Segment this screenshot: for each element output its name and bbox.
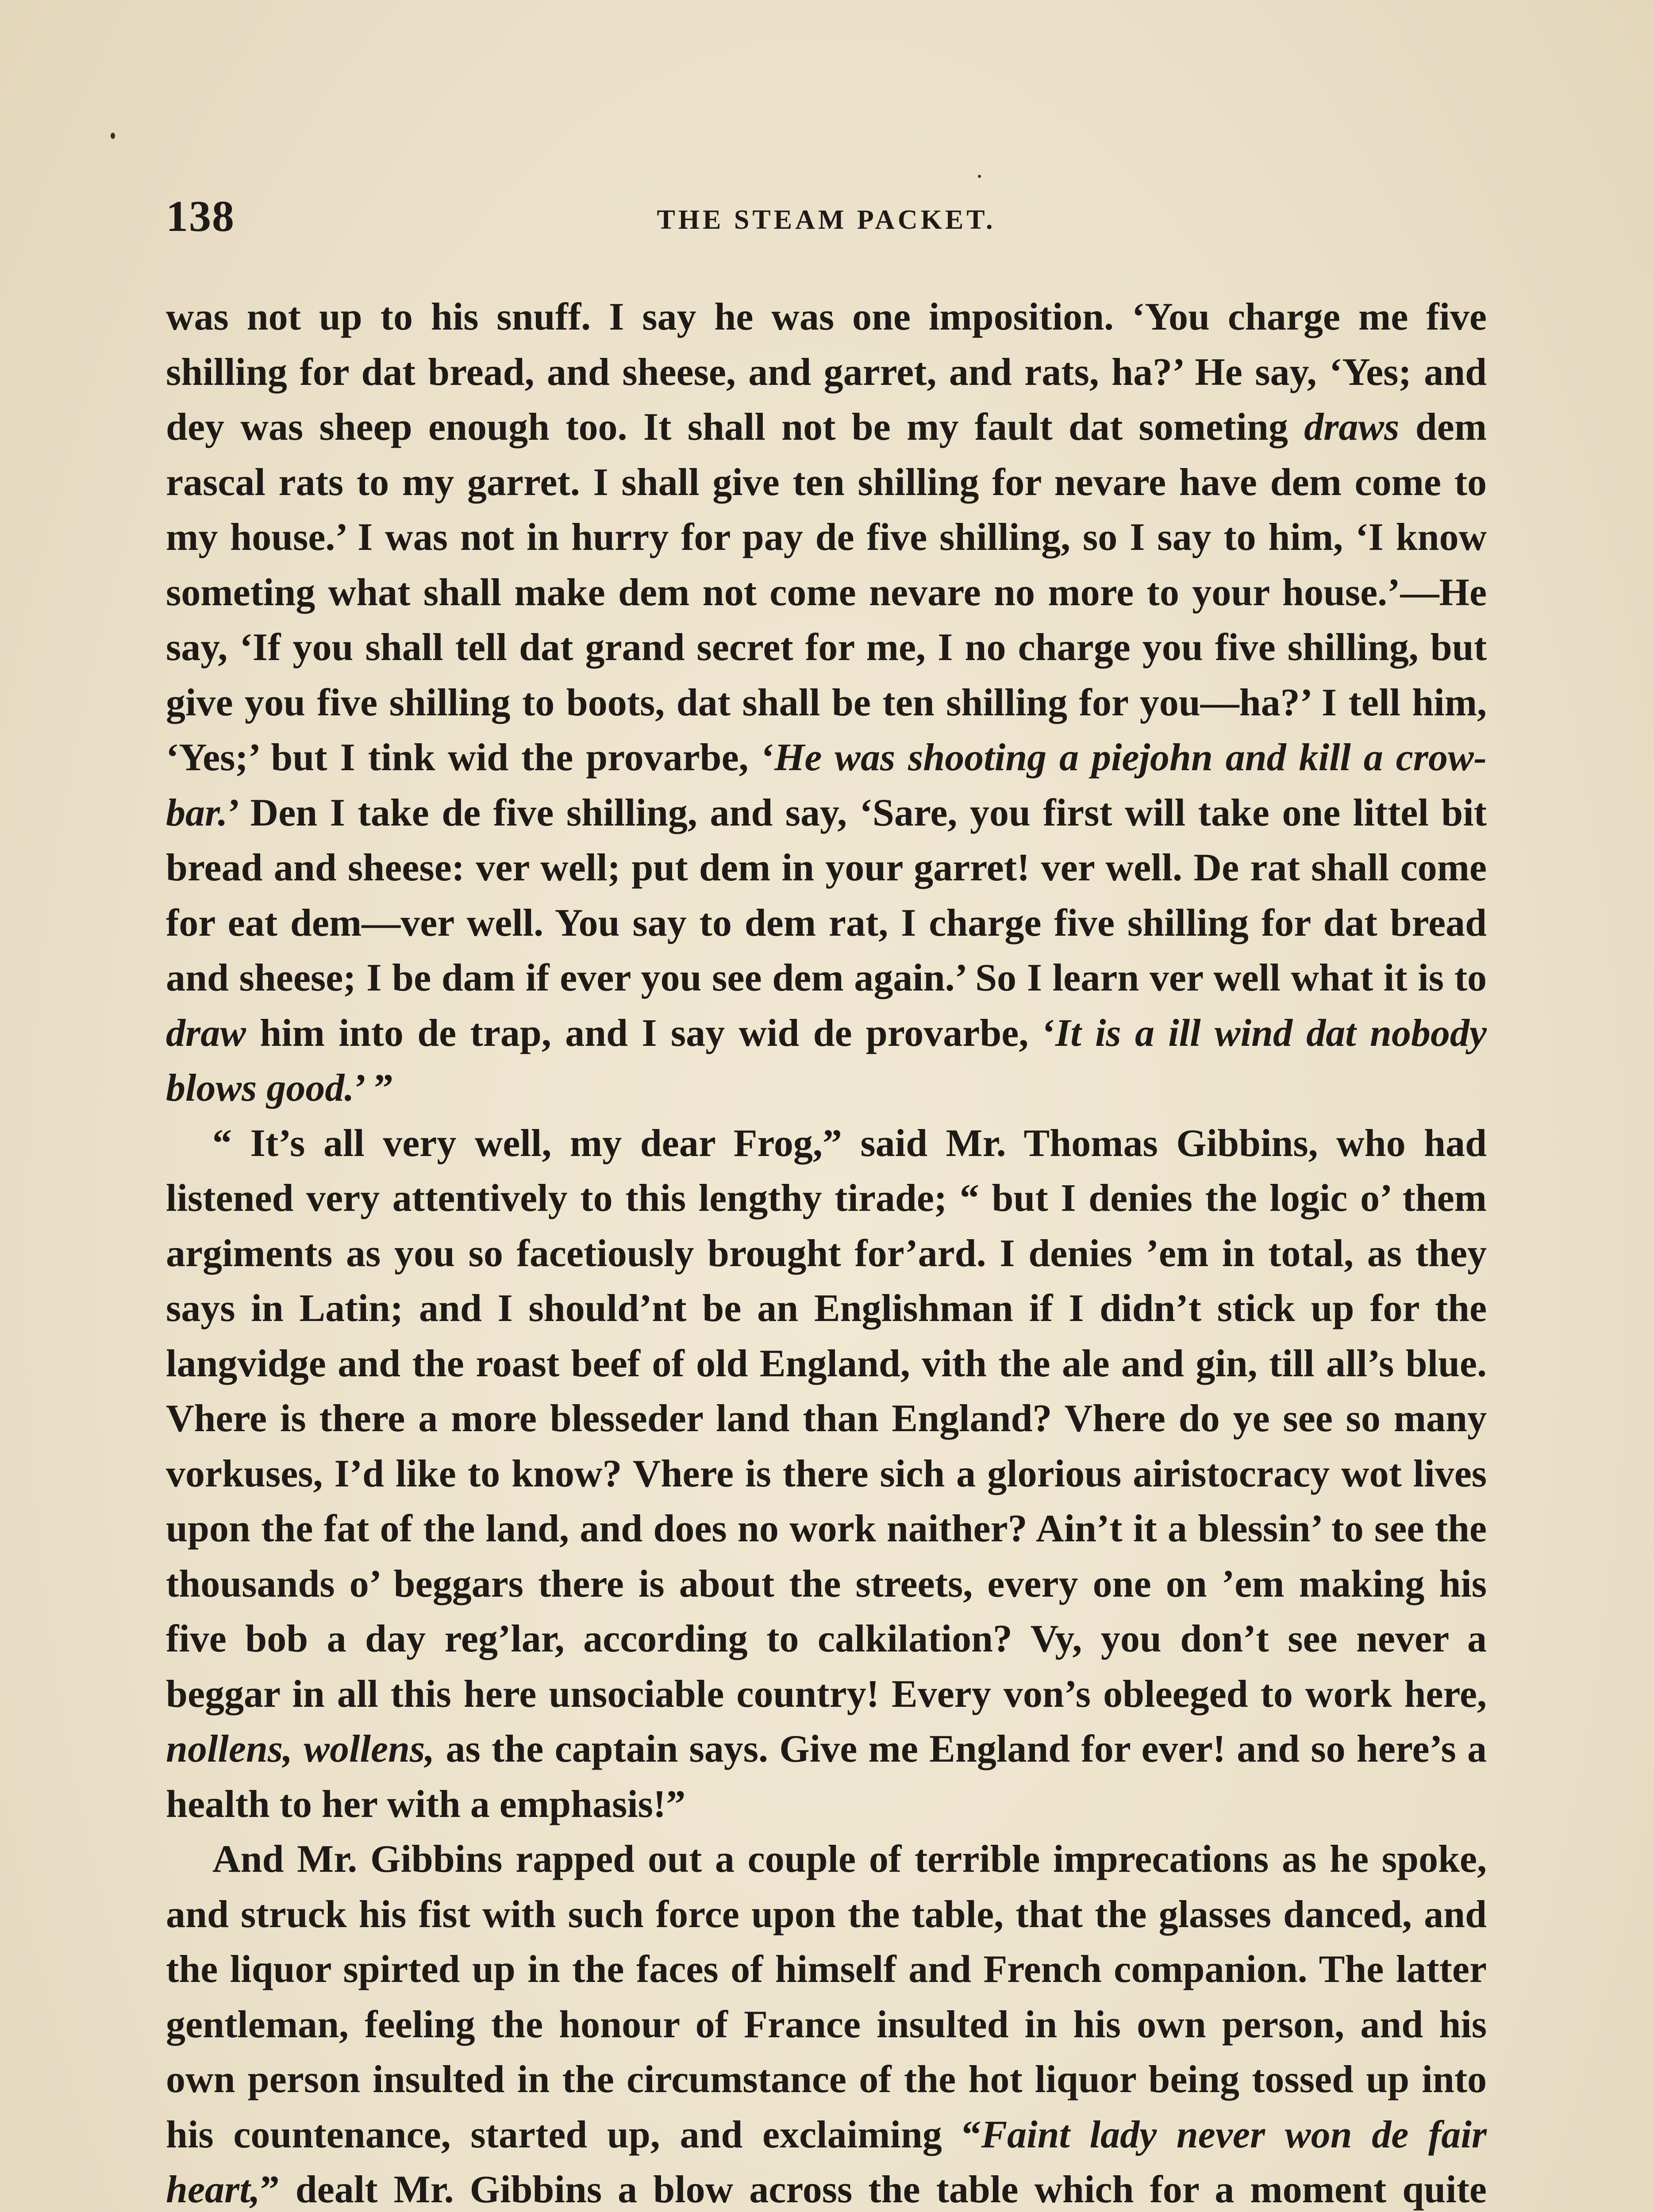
text-run: ’ ” [354,1067,394,1110]
paragraph [166,290,1487,1116]
body-text [166,290,1487,2212]
page-number: 138 [166,192,235,241]
text-run: “ It’s all very well, my dear Frog,” said Mr. Thomas Gibbins, who had listened very attentively to this lengthy tirade; “ but I denies the logic o’ them argiments as you so facetiously brought for’ard. I denies ’em in total, as they says in Latin; and I should’nt be an Englishman if I didn’t stick up for the langvidge and the roast beef of old England, vith the ale and gin, till all’s blue. Vhere is there a more blesseder land than England? Vhere do ye see so many vorkuses, I’d like to know? Vhere is there sich a glorious airistocracy wot lives upon the fat of the land, and does no work naither? Ain’t it a blessin’ to see the thousands o’ beggars there is about the streets, every one on ’em making his five bob a day reg’lar, according to calkilation? Vy, you don’t see never a beggar in all this here unsociable country! Every von’s obleeged to work here, [166,1121,1487,1716]
page-header [166,188,1487,245]
paragraph [166,1116,1487,1832]
text-run: him into de trap, and I say wid de provarbe, ‘ [246,1011,1055,1055]
text-run: ’ Den I take de five shilling, and say, ‘Sare, you first will take one littel bit bread and sheese: ver well; put dem in your garret! ver well. De rat shall come for eat dem—ver well. You say to dem rat, I charge five shilling for dat bread and sheese; I be dam if ever you see dem again.’ So I learn ver well what it is to [166,791,1487,999]
italic-run: Faint lady never won de fair heart, [166,2113,1487,2211]
italic-run: It is a ill wind dat nobody blows good. [166,1011,1487,1110]
paragraph [166,1832,1487,2212]
italic-run: He was shooting a piejohn and kill a crow-bar. [166,736,1487,834]
text-run: dem rascal rats to my garret. I shall give ten shilling for nevare have dem come to my house.’ I was not in hurry for pay de five shilling, so I say to him, ‘I know someting what shall make dem not come nevare no more to your house.’—He say, ‘If you shall tell dat grand secret for me, I no charge you five shilling, but give you five shilling to boots, dat shall be ten shilling for you—ha?’ I tell him, ‘Yes;’ but I tink wid the provarbe, ‘ [166,406,1487,779]
italic-run: draws [1304,406,1400,449]
italic-run: draw [166,1011,246,1055]
text-run: as the captain says. Give me England for ever! and so here’s a health to her with a emphasis!” [166,1728,1487,1826]
text-run: ” dealt Mr. Gibbins a blow across the table which for a moment quite [260,2168,1487,2211]
paper-speck [111,133,115,139]
running-head: THE STEAM PACKET. [657,205,996,235]
italic-run: nollens, wollens, [166,1728,435,1770]
paper-speck [978,175,981,178]
text-run: was not up to his snuff. I say he was one imposition. ‘You charge me five shilling for dat bread, and sheese, and garret, and rats, ha?’ He say, ‘Yes; and dey was sheep enough too. It shall not be my fault dat someting [166,296,1487,449]
text-run: And Mr. Gibbins rapped out a couple of terrible imprecations as he spoke, and struck his fist with such force upon the table, that the glasses danced, and the liquor spirted up in the faces of himself and French companion. The latter gentleman, feeling the honour of France insulted in his own person, and his own person insulted in the circumstance of the hot liquor being tossed up into his countenance, started up, and exclaiming “ [166,1838,1487,2156]
